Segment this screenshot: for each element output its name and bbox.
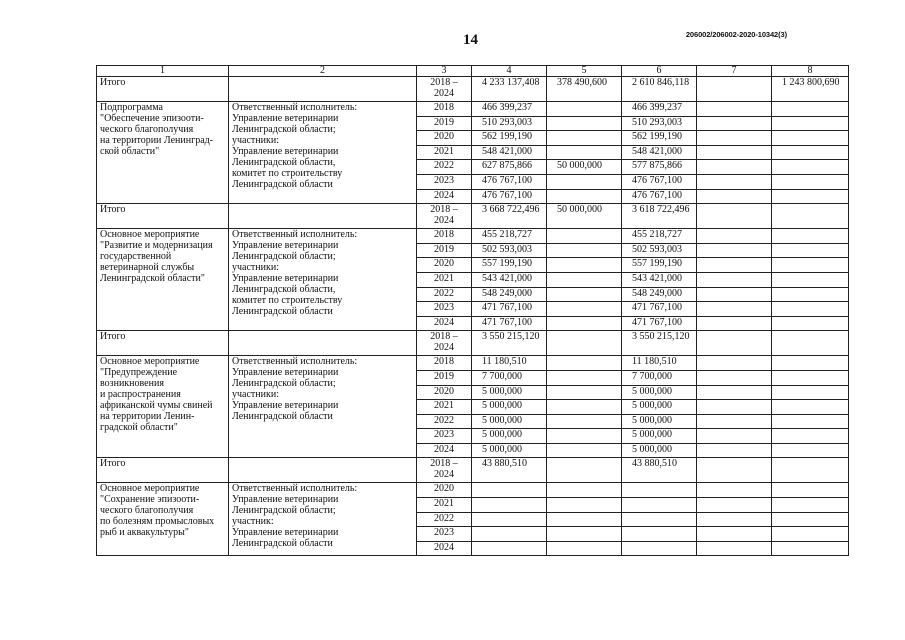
- total-amount-federal: 50 000,000: [547, 204, 622, 229]
- responsible-executor: Ответственный исполнитель: Управление ветеринарии Ленинградской области; участник: Управление ветеринарии Ленинградской области: [229, 483, 417, 556]
- year-cell: 2021: [417, 498, 472, 513]
- amount-other: [772, 243, 849, 258]
- amount-other: [772, 527, 849, 542]
- executor-cell-empty: [229, 458, 417, 483]
- year-cell: 2023: [417, 302, 472, 317]
- amount-total: [472, 541, 547, 556]
- year-cell: 2022: [417, 287, 472, 302]
- amount-federal: 50 000,000: [547, 160, 622, 175]
- amount-regional: 11 180,510: [622, 356, 697, 371]
- year-cell: 2022: [417, 414, 472, 429]
- amount-local: [697, 272, 772, 287]
- total-amount-other: [772, 331, 849, 356]
- amount-other: [772, 356, 849, 371]
- amount-local: [697, 356, 772, 371]
- year-cell: 2020: [417, 483, 472, 498]
- amount-local: [697, 385, 772, 400]
- year-cell: 2018: [417, 102, 472, 117]
- responsible-executor: Ответственный исполнитель: Управление ветеринарии Ленинградской области; участники: Управление ветеринарии Ленинградской области, комитет по строительству Ленинградской области: [229, 102, 417, 204]
- amount-regional: 5 000,000: [622, 429, 697, 444]
- total-row: [97, 331, 849, 356]
- amount-regional: 5 000,000: [622, 385, 697, 400]
- amount-other: [772, 370, 849, 385]
- amount-local: [697, 243, 772, 258]
- amount-local: [697, 131, 772, 146]
- amount-regional: 476 767,100: [622, 174, 697, 189]
- amount-other: [772, 443, 849, 458]
- amount-local: [697, 541, 772, 556]
- year-cell: 2024: [417, 316, 472, 331]
- amount-regional: 548 249,000: [622, 287, 697, 302]
- budget-table: [96, 65, 849, 556]
- year-row: [97, 229, 849, 244]
- total-amount-regional: 3 618 722,496: [622, 204, 697, 229]
- year-cell: 2024: [417, 189, 472, 204]
- year-cell: 2023: [417, 174, 472, 189]
- amount-regional: 510 293,003: [622, 116, 697, 131]
- amount-other: [772, 174, 849, 189]
- total-label: Итого: [97, 458, 229, 483]
- year-cell: 2021: [417, 400, 472, 415]
- amount-total: 5 000,000: [472, 414, 547, 429]
- amount-total: [472, 527, 547, 542]
- total-amount-regional: 3 550 215,120: [622, 331, 697, 356]
- column-number: 7: [697, 66, 772, 77]
- amount-total: 502 593,003: [472, 243, 547, 258]
- year-cell: 2023: [417, 527, 472, 542]
- amount-regional: [622, 541, 697, 556]
- amount-local: [697, 174, 772, 189]
- amount-total: 557 199,190: [472, 258, 547, 273]
- total-label: Итого: [97, 77, 229, 102]
- amount-federal: [547, 258, 622, 273]
- amount-regional: 548 421,000: [622, 145, 697, 160]
- total-label: Итого: [97, 331, 229, 356]
- column-number-row: [97, 66, 849, 77]
- year-row: [97, 356, 849, 371]
- year-cell: 2023: [417, 429, 472, 444]
- amount-local: [697, 429, 772, 444]
- amount-local: [697, 229, 772, 244]
- amount-total: 5 000,000: [472, 385, 547, 400]
- page-number: 14: [463, 32, 478, 48]
- amount-local: [697, 414, 772, 429]
- amount-regional: 466 399,237: [622, 102, 697, 117]
- amount-federal: [547, 102, 622, 117]
- column-number: 5: [547, 66, 622, 77]
- total-label: Итого: [97, 204, 229, 229]
- amount-federal: [547, 243, 622, 258]
- amount-total: 11 180,510: [472, 356, 547, 371]
- executor-cell-empty: [229, 204, 417, 229]
- total-amount-other: 1 243 800,690: [772, 77, 849, 102]
- amount-other: [772, 385, 849, 400]
- amount-regional: [622, 483, 697, 498]
- total-years: 2018 – 2024: [417, 204, 472, 229]
- amount-other: [772, 229, 849, 244]
- amount-total: 627 875,866: [472, 160, 547, 175]
- total-years: 2018 – 2024: [417, 331, 472, 356]
- amount-federal: [547, 527, 622, 542]
- amount-regional: 543 421,000: [622, 272, 697, 287]
- amount-regional: [622, 512, 697, 527]
- amount-federal: [547, 145, 622, 160]
- amount-federal: [547, 316, 622, 331]
- amount-federal: [547, 483, 622, 498]
- amount-federal: [547, 302, 622, 317]
- amount-total: 471 767,100: [472, 316, 547, 331]
- amount-total: 466 399,237: [472, 102, 547, 117]
- year-cell: 2019: [417, 116, 472, 131]
- year-cell: 2018: [417, 229, 472, 244]
- amount-other: [772, 160, 849, 175]
- year-cell: 2022: [417, 512, 472, 527]
- amount-total: 5 000,000: [472, 400, 547, 415]
- amount-regional: 471 767,100: [622, 302, 697, 317]
- program-title: Основное мероприятие "Развитие и модернизация государственной ветеринарной службы Ленинградской области": [97, 229, 229, 331]
- amount-other: [772, 541, 849, 556]
- amount-regional: 5 000,000: [622, 400, 697, 415]
- amount-regional: 5 000,000: [622, 443, 697, 458]
- amount-other: [772, 272, 849, 287]
- document-code: 206002/206002-2020-10342(3): [685, 30, 787, 39]
- amount-federal: [547, 229, 622, 244]
- amount-federal: [547, 131, 622, 146]
- amount-local: [697, 400, 772, 415]
- amount-local: [697, 145, 772, 160]
- program-title: Основное мероприятие "Предупреждение возникновения и распространения африканской чумы свиней на территории Ленин- градской области": [97, 356, 229, 458]
- amount-other: [772, 316, 849, 331]
- amount-federal: [547, 356, 622, 371]
- amount-federal: [547, 414, 622, 429]
- amount-total: 455 218,727: [472, 229, 547, 244]
- amount-federal: [547, 541, 622, 556]
- amount-local: [697, 483, 772, 498]
- amount-local: [697, 370, 772, 385]
- amount-other: [772, 258, 849, 273]
- total-amount-federal: [547, 458, 622, 483]
- amount-total: 5 000,000: [472, 443, 547, 458]
- amount-total: 562 199,190: [472, 131, 547, 146]
- column-number: 3: [417, 66, 472, 77]
- amount-total: 510 293,003: [472, 116, 547, 131]
- column-number: 1: [97, 66, 229, 77]
- amount-other: [772, 414, 849, 429]
- amount-federal: [547, 512, 622, 527]
- amount-total: 5 000,000: [472, 429, 547, 444]
- amount-other: [772, 483, 849, 498]
- amount-other: [772, 302, 849, 317]
- amount-federal: [547, 429, 622, 444]
- total-amount-regional: 43 880,510: [622, 458, 697, 483]
- amount-regional: 7 700,000: [622, 370, 697, 385]
- total-amount-local: [697, 331, 772, 356]
- total-amount-total: 3 550 215,120: [472, 331, 547, 356]
- amount-other: [772, 189, 849, 204]
- year-cell: 2024: [417, 443, 472, 458]
- amount-local: [697, 102, 772, 117]
- amount-total: [472, 498, 547, 513]
- amount-other: [772, 400, 849, 415]
- program-title: Основное мероприятие "Сохранение эпизооти- ческого благополучия по болезням промысловых рыб и аквакультуры": [97, 483, 229, 556]
- amount-total: 548 421,000: [472, 145, 547, 160]
- amount-local: [697, 189, 772, 204]
- year-row: [97, 483, 849, 498]
- amount-regional: 476 767,100: [622, 189, 697, 204]
- column-number: 8: [772, 66, 849, 77]
- amount-federal: [547, 498, 622, 513]
- amount-federal: [547, 116, 622, 131]
- amount-federal: [547, 400, 622, 415]
- year-cell: 2019: [417, 370, 472, 385]
- amount-regional: 455 218,727: [622, 229, 697, 244]
- year-cell: 2021: [417, 272, 472, 287]
- amount-total: 471 767,100: [472, 302, 547, 317]
- total-row: [97, 77, 849, 102]
- year-cell: 2024: [417, 541, 472, 556]
- amount-regional: 502 593,003: [622, 243, 697, 258]
- amount-local: [697, 302, 772, 317]
- amount-total: 543 421,000: [472, 272, 547, 287]
- amount-local: [697, 160, 772, 175]
- column-number: 4: [472, 66, 547, 77]
- amount-federal: [547, 443, 622, 458]
- amount-regional: 471 767,100: [622, 316, 697, 331]
- amount-local: [697, 512, 772, 527]
- total-row: [97, 204, 849, 229]
- year-cell: 2021: [417, 145, 472, 160]
- amount-federal: [547, 272, 622, 287]
- year-cell: 2022: [417, 160, 472, 175]
- amount-total: 548 249,000: [472, 287, 547, 302]
- total-amount-federal: [547, 331, 622, 356]
- amount-regional: [622, 527, 697, 542]
- total-amount-total: 4 233 137,408: [472, 77, 547, 102]
- year-row: [97, 102, 849, 117]
- year-cell: 2020: [417, 258, 472, 273]
- amount-federal: [547, 287, 622, 302]
- year-cell: 2018: [417, 356, 472, 371]
- total-amount-local: [697, 77, 772, 102]
- amount-total: 7 700,000: [472, 370, 547, 385]
- amount-other: [772, 498, 849, 513]
- amount-total: [472, 512, 547, 527]
- total-amount-local: [697, 458, 772, 483]
- amount-regional: [622, 498, 697, 513]
- amount-other: [772, 116, 849, 131]
- program-title: Подпрограмма "Обеспечение эпизооти- ческого благополучия на территории Ленинград- ской области": [97, 102, 229, 204]
- amount-regional: 562 199,190: [622, 131, 697, 146]
- amount-regional: 577 875,866: [622, 160, 697, 175]
- amount-federal: [547, 370, 622, 385]
- amount-local: [697, 287, 772, 302]
- total-amount-other: [772, 458, 849, 483]
- amount-regional: 5 000,000: [622, 414, 697, 429]
- total-amount-total: 3 668 722,496: [472, 204, 547, 229]
- amount-other: [772, 429, 849, 444]
- column-number: 2: [229, 66, 417, 77]
- amount-total: [472, 483, 547, 498]
- amount-other: [772, 131, 849, 146]
- total-amount-other: [772, 204, 849, 229]
- executor-cell-empty: [229, 77, 417, 102]
- year-cell: 2020: [417, 131, 472, 146]
- amount-federal: [547, 174, 622, 189]
- amount-local: [697, 443, 772, 458]
- amount-other: [772, 287, 849, 302]
- amount-federal: [547, 189, 622, 204]
- amount-other: [772, 512, 849, 527]
- amount-local: [697, 316, 772, 331]
- total-row: [97, 458, 849, 483]
- amount-local: [697, 498, 772, 513]
- total-years: 2018 – 2024: [417, 77, 472, 102]
- year-cell: 2019: [417, 243, 472, 258]
- responsible-executor: Ответственный исполнитель: Управление ветеринарии Ленинградской области; участники: Управление ветеринарии Ленинградской области: [229, 356, 417, 458]
- amount-other: [772, 145, 849, 160]
- amount-total: 476 767,100: [472, 174, 547, 189]
- responsible-executor: Ответственный исполнитель: Управление ветеринарии Ленинградской области; участники: Управление ветеринарии Ленинградской области, комитет по строительству Ленинградской области: [229, 229, 417, 331]
- amount-total: 476 767,100: [472, 189, 547, 204]
- amount-local: [697, 527, 772, 542]
- amount-federal: [547, 385, 622, 400]
- amount-local: [697, 258, 772, 273]
- executor-cell-empty: [229, 331, 417, 356]
- amount-other: [772, 102, 849, 117]
- total-amount-federal: 378 490,600: [547, 77, 622, 102]
- amount-regional: 557 199,190: [622, 258, 697, 273]
- total-amount-total: 43 880,510: [472, 458, 547, 483]
- column-number: 6: [622, 66, 697, 77]
- year-cell: 2020: [417, 385, 472, 400]
- total-years: 2018 – 2024: [417, 458, 472, 483]
- amount-local: [697, 116, 772, 131]
- total-amount-local: [697, 204, 772, 229]
- total-amount-regional: 2 610 846,118: [622, 77, 697, 102]
